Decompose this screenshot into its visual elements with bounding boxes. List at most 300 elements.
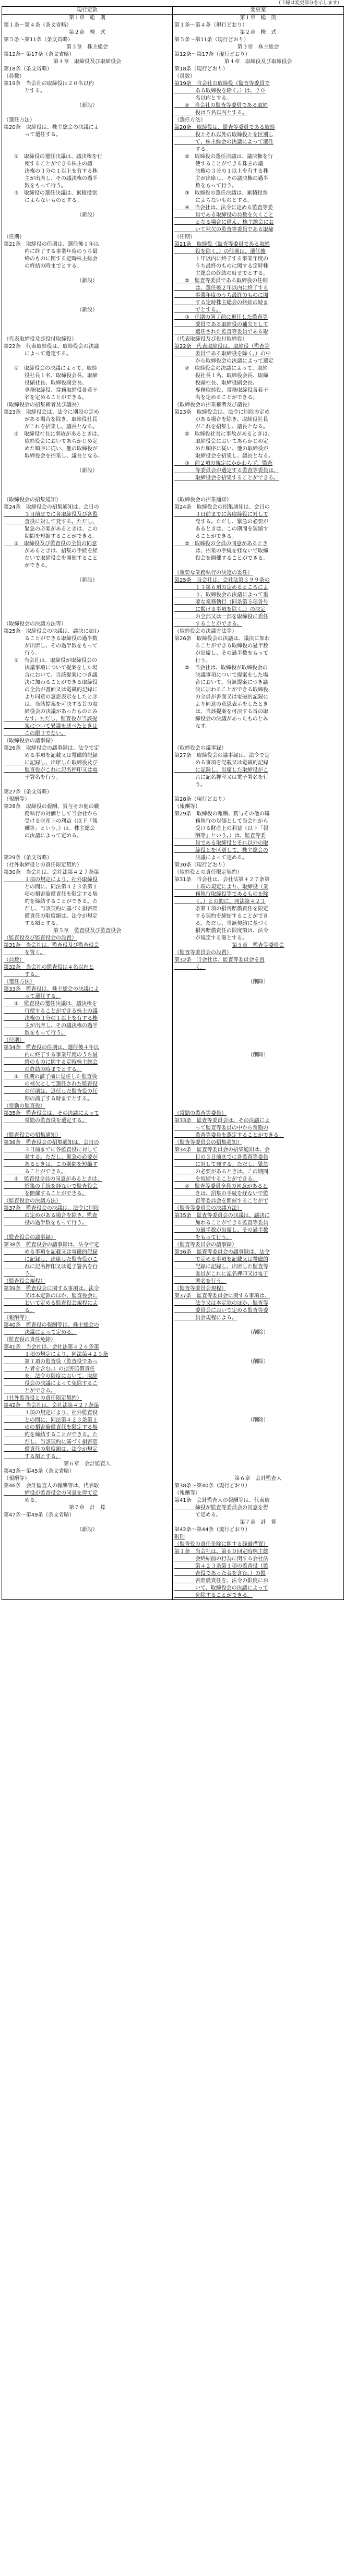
proposed-article-line-text: （選任方法） [174, 117, 206, 123]
current-article-line [4, 876, 171, 884]
current-article-line-text: 第41条 当会社は、会社法第４２６条第 [4, 1344, 99, 1350]
content-row [2, 15, 344, 1600]
proposed-article-line-text: （削除） [247, 1330, 269, 1335]
proposed-article-line [174, 1461, 342, 1468]
proposed-article-line-text: 監査等委員を選定することができる。 [174, 1133, 284, 1138]
current-article-line-text: （監査役会の議事録） [4, 1235, 56, 1241]
current-article-line-text: この限りでない。 [4, 731, 66, 737]
current-article-line-text: ② 監査役の選任決議は、議決権を [4, 1001, 97, 1007]
proposed-article-line-text: （員数） [174, 74, 195, 79]
current-article-line-text: 主が出席し、その議決権の過半 [4, 1023, 98, 1029]
proposed-article-line [174, 1329, 342, 1337]
current-article-line-text: ることができる。 [4, 1169, 66, 1175]
current-article-line [4, 431, 171, 438]
current-article-line-text: ることができる取締役の過半数 [4, 636, 98, 642]
current-article-line-text: （常勤の監査役） [4, 1103, 45, 1109]
proposed-article-line [174, 898, 342, 906]
current-article-line [4, 818, 171, 825]
current-article-line [4, 168, 171, 175]
current-article-line [4, 1534, 171, 1541]
current-article-line [4, 526, 171, 533]
current-article-line [4, 1103, 171, 1110]
proposed-article-line [174, 153, 342, 161]
proposed-article-line [174, 1519, 342, 1526]
proposed-article-line [174, 1139, 342, 1147]
current-article-line [4, 329, 171, 336]
current-article-line [4, 665, 171, 672]
current-article-line [4, 365, 171, 372]
proposed-article-line-text: ることができる。 [174, 534, 237, 539]
proposed-article-line-text: がある場合を除き、取締役社長 [174, 417, 268, 423]
proposed-article-line [174, 1008, 342, 1015]
proposed-article-line-text: を短縮することができる。 [174, 1176, 258, 1182]
proposed-article-line [174, 862, 342, 869]
current-article-line-text: 第43条～第45条（条文省略） [4, 1468, 75, 1474]
proposed-article-line-text: は、招集の手続を経ないで取締 [174, 548, 268, 554]
proposed-article-line-text: でとする。 [174, 307, 221, 313]
current-article-line-text: より同意の意思表示をしたとき [4, 694, 98, 700]
current-article-line-text: が出席し、その過半数をもって [4, 643, 98, 649]
current-article-line-text: 第32条 当会社の監査役は４名以内と [4, 965, 94, 970]
proposed-article-line [174, 460, 342, 467]
current-article-line [4, 489, 171, 497]
current-article-line-text: する額とする。 [4, 1454, 61, 1460]
proposed-article-line [174, 1256, 342, 1263]
proposed-article-line-text: の全員が書面又は電磁的記録に [174, 694, 268, 700]
proposed-article-line [174, 1066, 342, 1074]
current-article-line [4, 409, 171, 416]
proposed-article-line [174, 416, 342, 424]
current-article-line [4, 1183, 171, 1190]
proposed-article-line [174, 424, 342, 431]
current-article-line [4, 1052, 171, 1059]
current-article-line-text: 第37条 監査役会の決議は、法令に別段 [4, 1206, 99, 1211]
proposed-article-line [174, 803, 342, 811]
current-article-line [4, 314, 171, 321]
current-article-line [4, 453, 171, 460]
proposed-article-line [174, 884, 342, 891]
proposed-article-line-text: （監査等委員会の議事録） [174, 1242, 237, 1248]
proposed-article-line [174, 336, 342, 343]
proposed-article-line [174, 1490, 342, 1497]
proposed-article-line [174, 285, 342, 292]
current-article-line [4, 438, 171, 446]
current-article-line-text: １項の規定により、社外取締役 [4, 877, 98, 883]
proposed-article-line [174, 599, 342, 606]
proposed-article-line [174, 1307, 342, 1315]
proposed-article-line-text: をもって行う。 [174, 1235, 232, 1241]
proposed-article-line [174, 1220, 342, 1227]
current-article-line-text: める。 [4, 1498, 40, 1503]
current-article-line-text: 終のものに関する定時株主総会 [4, 256, 98, 262]
current-article-line [4, 789, 171, 796]
proposed-article-line [174, 1081, 342, 1088]
proposed-article-line [174, 453, 342, 460]
current-article-line [4, 949, 171, 957]
current-article-line [4, 117, 171, 124]
proposed-article-line-text: 第３章 株主総会 [237, 44, 279, 50]
proposed-article-line [174, 80, 342, 88]
current-article-line [4, 1205, 171, 1212]
proposed-article-line-text: 決議によって定める。 [174, 855, 247, 861]
current-article-line [4, 708, 171, 716]
current-article-line-text: （取締役会の議事録） [4, 738, 56, 744]
current-article-line [4, 1154, 171, 1161]
current-article-line-text: （報酬等） [4, 1315, 30, 1321]
proposed-article-line [174, 504, 342, 511]
current-article-line [4, 66, 171, 73]
current-article-line-text: ないで取締役会を開催すること [4, 556, 98, 561]
current-article-line-text: の終結の時までとする。 [4, 263, 82, 269]
proposed-article-line [174, 1154, 342, 1161]
proposed-article-line [174, 1526, 342, 1534]
current-article-line [4, 504, 171, 511]
proposed-article-line-text: 第19条 当会社の取締役（監査等委員で [174, 81, 270, 87]
current-article-line [4, 1453, 171, 1461]
proposed-article-line [174, 621, 342, 628]
proposed-article-line-text: 第18条（現行どおり） [174, 66, 228, 72]
current-article-line [4, 263, 171, 270]
proposed-article-line [174, 1373, 342, 1380]
proposed-article-line [174, 175, 342, 183]
current-article-line [4, 1512, 171, 1519]
current-article-line-text: （任期） [4, 234, 25, 240]
current-article-line-text: によって選定する。 [4, 351, 72, 357]
current-article-line-text: 決権の３分の１以上を有する株 [4, 1016, 98, 1021]
proposed-article-line [174, 1001, 342, 1008]
proposed-article-line-text: 第33条 監査等委員会は、その決議によ [174, 1118, 270, 1124]
proposed-article-line [174, 796, 342, 803]
current-article-line-text: 第28条 取締役の報酬、賞与その他の職 [4, 804, 99, 810]
proposed-article-line [174, 1161, 342, 1169]
current-article-line-text: 第22条 代表取締役は、取締役会の決議 [4, 344, 99, 350]
proposed-article-line-text: 第35条 監査等委員会の決議は、議決に [174, 1213, 270, 1219]
proposed-article-line [174, 95, 342, 102]
current-article-line-text: ３日前までに各取締役及び各監 [4, 512, 98, 517]
proposed-article-line-text: 委員である取締役の補欠として [174, 322, 268, 328]
proposed-article-line [174, 1592, 342, 1599]
proposed-article-line-text: 取締役会を招集することができる。 [174, 475, 279, 481]
proposed-article-line-text: 第26条 取締役会の決議は、議決に加わ [174, 636, 270, 642]
proposed-article-line-text: ③ 前２項の規定にかかわらず、監査 [174, 461, 273, 466]
current-article-line [4, 650, 171, 657]
current-article-line [4, 862, 171, 869]
current-article-line [4, 716, 171, 723]
current-articles-column [2, 15, 173, 1600]
proposed-article-line [174, 117, 342, 124]
current-article-line-text: があるときは、招集の手続を経 [4, 548, 98, 554]
proposed-article-line [174, 387, 342, 394]
proposed-article-line [174, 1585, 342, 1592]
current-article-line [4, 1337, 171, 1344]
proposed-article-line-text: 会終結前の行為に関する会社法 [174, 1556, 268, 1562]
proposed-article-line [174, 679, 342, 687]
current-article-line [4, 1066, 171, 1074]
current-article-line [4, 825, 171, 833]
proposed-article-line [174, 1132, 342, 1139]
current-article-line-text: 第42条 当会社は、会社法第４２７条第 [4, 1403, 99, 1409]
proposed-article-line-text: （常勤の監査等委員） [174, 1111, 227, 1116]
current-article-line-text: ② 監査役全員の同意があるときは、 [4, 1176, 102, 1182]
proposed-article-line [174, 29, 342, 37]
proposed-article-line [174, 292, 342, 299]
current-article-line [4, 1132, 171, 1139]
proposed-article-line-text: 第５条～第11条（現行どおり） [174, 37, 249, 43]
proposed-article-line [174, 964, 342, 971]
proposed-article-line [174, 270, 342, 278]
current-article-line-text: 務執行の対価として当会社から [4, 811, 98, 817]
current-article-line-text: 第４章 取締役及び取締役会 [53, 59, 121, 65]
proposed-article-line [174, 672, 342, 679]
current-article-line [4, 29, 171, 37]
proposed-article-line-text: 条第１項の損害賠償責任を限定 [174, 906, 268, 912]
current-article-line-text: 内に終了する事業年度のうち最 [4, 1052, 98, 1058]
proposed-article-line-text: に対して発する。ただし、緊急 [174, 1162, 268, 1167]
current-article-line-text: 第46条 会計監査人の報酬等は、代表取 [4, 1483, 99, 1489]
proposed-article-line [174, 212, 342, 219]
current-article-line [4, 1190, 171, 1198]
current-article-line [4, 738, 171, 745]
current-article-line-text: 第47条～第49条（条文省略） [4, 1512, 75, 1518]
current-article-line [4, 139, 171, 146]
proposed-article-line-text: 害賠償責任を、法令の限度にお [174, 1578, 268, 1584]
proposed-article-line-text: 第38条～第40条（現行どおり） [174, 1483, 251, 1489]
proposed-article-line [174, 467, 342, 475]
current-article-line-text: の任期は、退任した監査役の任 [4, 1089, 98, 1094]
proposed-article-line-text: ④ 当会社は、法令に定める監査等委 [174, 205, 273, 211]
proposed-article-line [174, 628, 342, 635]
proposed-article-line [174, 1395, 342, 1402]
proposed-article-line [174, 811, 342, 818]
proposed-article-line [174, 1417, 342, 1424]
current-article-line [4, 51, 171, 58]
proposed-article-line [174, 15, 342, 22]
proposed-article-line-text: 締役とを区別して、株主総会の [174, 848, 268, 853]
current-article-line [4, 372, 171, 380]
current-article-line-text: 取締役会を招集し、議長となる。 [4, 453, 103, 459]
proposed-article-line [174, 1147, 342, 1154]
proposed-article-line [174, 854, 342, 862]
proposed-article-line-text: う。 [174, 782, 206, 788]
proposed-article-line-text: ② 取締役の全員の同意があるとき [174, 541, 268, 547]
current-article-line [4, 248, 171, 256]
current-article-line-text: 第23条 取締役会は、法令に別段の定め [4, 410, 99, 415]
current-article-line [4, 1570, 171, 1578]
current-article-line [4, 234, 171, 241]
proposed-article-line-text: （削除） [247, 1359, 269, 1365]
proposed-article-line-text: 第12条～第17条（現行どおり） [174, 52, 251, 57]
header-row [2, 7, 344, 15]
proposed-article-line-text: する契約を締結することができ [174, 913, 268, 919]
current-article-line-text: 行使することができる株主の議 [4, 1008, 98, 1014]
proposed-article-line-text: れに記名押印又は電子署名を行 [174, 775, 268, 780]
proposed-article-line-text: 第１条～第４条（現行どおり） [174, 22, 247, 28]
current-article-line [4, 621, 171, 628]
proposed-article-line [174, 1578, 342, 1585]
current-article-line-text: 第33条 監査役は、株主総会の決議によ [4, 986, 99, 992]
proposed-article-line [174, 1030, 342, 1037]
current-article-line-text: 第１項の監査役（監査役であっ [4, 1359, 98, 1365]
proposed-article-line-text: 加わることができる監査等委員 [174, 1220, 268, 1226]
current-article-line-text: 緊急の必要があるときは、この [4, 526, 98, 532]
proposed-article-line-text: る。ただし、当該契約に基づく [174, 921, 268, 926]
current-article-line [4, 584, 171, 592]
proposed-article-line-text: 発する。ただし、緊急の必要が [174, 519, 268, 525]
current-article-line-text: 第６章 会計監査人 [64, 1461, 111, 1467]
proposed-article-line [174, 592, 342, 599]
current-article-line [4, 1271, 171, 1278]
proposed-article-line-text: ② 取締役会の決議によって、取締 [174, 366, 268, 371]
proposed-article-line [174, 358, 342, 365]
proposed-article-line-text: 委員である取締役を除く。）の中 [174, 351, 271, 357]
current-article-line-text: れに記名押印又は電子署名を行 [4, 1264, 98, 1270]
current-article-line [4, 540, 171, 548]
proposed-article-line [174, 110, 342, 117]
current-article-line-text: （員数） [4, 957, 25, 963]
proposed-article-line-text: （監査等委員会の設置） [174, 950, 232, 956]
proposed-article-line [174, 475, 342, 482]
proposed-article-line-text: （削除） [247, 979, 269, 985]
proposed-article-line-text: 使することができる株主の議 [174, 161, 263, 167]
current-article-line [4, 1402, 171, 1410]
proposed-article-line-text: きは、招集の手続を経ないで監 [174, 1191, 268, 1197]
current-article-line-text: 役社長１名、取締役会長、取締 [4, 373, 98, 379]
current-article-line-text: 第39条 監査役会に関する事項は、法令 [4, 1286, 99, 1292]
current-article-line [4, 760, 171, 767]
current-article-line-text: に記録し、出席した監査役がこ [4, 1257, 98, 1262]
proposed-article-line-text: 第37条 監査等委員会に関する事項は、 [174, 1293, 270, 1299]
proposed-article-line-text: 第41条 会計監査人の報酬等は、代表取 [174, 1498, 270, 1503]
current-article-line [4, 102, 171, 110]
proposed-article-line [174, 825, 342, 833]
current-article-line-text: 第35条 監査役会は、その決議によって [4, 1111, 99, 1116]
current-article-line [4, 906, 171, 913]
current-article-line [4, 1008, 171, 1015]
current-article-line-text: に記録し、出席した取締役及び [4, 760, 98, 766]
current-article-line [4, 153, 171, 161]
proposed-article-line-text: （監査等委員会規程） [174, 1286, 227, 1292]
current-article-line [4, 723, 171, 730]
proposed-article-line-text: 第31条 当会社は、会社法第４２７条第 [174, 877, 270, 883]
current-article-line-text: める事項を記載又は電磁的記録 [4, 1249, 98, 1255]
proposed-article-line [174, 1183, 342, 1190]
proposed-article-line-text: 務執行の対価として当会社から [174, 818, 268, 824]
current-article-line [4, 964, 171, 971]
current-article-line [4, 993, 171, 1001]
proposed-article-line-text: ３日前までに各取締役に対して [174, 512, 268, 517]
proposed-article-line [174, 891, 342, 898]
current-article-line [4, 913, 171, 920]
proposed-article-line-text: （報酬等） [174, 1490, 200, 1496]
current-article-line [4, 394, 171, 402]
current-article-line [4, 935, 171, 942]
proposed-article-line [174, 876, 342, 884]
current-article-line [4, 1234, 171, 1242]
proposed-article-line-text: （任期） [174, 234, 195, 240]
current-article-line [4, 1037, 171, 1044]
proposed-article-line-text: 務執行取締役等であるものを除 [174, 892, 268, 897]
proposed-article-line-text: 決権の３分の１以上を有する株 [174, 168, 268, 174]
proposed-article-line-text: 選任された監査等委員である取 [174, 329, 268, 335]
proposed-article-line-text: 第23条 取締役会は、法令に別段の定め [174, 410, 270, 415]
current-article-line [4, 1439, 171, 1446]
current-article-line [4, 570, 171, 577]
current-article-line-text: ② 当会社は、取締役が取締役会の [4, 658, 97, 664]
current-article-line [4, 1088, 171, 1096]
current-article-line [4, 767, 171, 774]
proposed-article-line-text: 決議事項について提案をした場 [174, 672, 268, 678]
current-article-line [4, 387, 171, 394]
current-article-line-text: 第18条（条文省略） [4, 66, 52, 72]
proposed-article-line-text: 第34条 監査等委員会の招集通知は、会 [174, 1147, 270, 1153]
proposed-article-line [174, 1475, 342, 1483]
current-article-line-text: 第40条 監査役の報酬等は、株主総会の [4, 1322, 99, 1328]
current-article-line-text: 役の過半数をもって行う。 [4, 1220, 87, 1226]
proposed-article-line-text: 委員がこれに記名押印又は電子 [174, 1271, 268, 1277]
current-article-line-text: る。 [4, 1308, 35, 1314]
proposed-article-line [174, 1366, 342, 1373]
proposed-article-line [174, 139, 342, 146]
current-article-line-text: （社外取締役との責任限定契約） [4, 862, 82, 868]
current-article-line-text: （監査役会の招集通知） [4, 1133, 61, 1138]
current-article-line [4, 292, 171, 299]
current-article-line [4, 796, 171, 803]
current-article-line-text: （取締役会の決議方法等） [4, 621, 66, 627]
current-article-line [4, 833, 171, 840]
current-article-line-text: （監査役会の決議方法） [4, 1198, 61, 1204]
current-article-line [4, 278, 171, 285]
current-article-line-text: １項の規定により、同法第４２３条 [4, 1352, 108, 1357]
current-article-line [4, 1519, 171, 1526]
current-article-line [4, 1242, 171, 1249]
current-article-line [4, 562, 171, 570]
proposed-article-line [174, 489, 342, 497]
current-article-line [4, 15, 171, 22]
proposed-article-line [174, 818, 342, 825]
proposed-article-line [174, 1483, 342, 1490]
current-article-line-text: （報酬等） [4, 797, 30, 802]
proposed-article-line-text: く。）との間に、同法第４２３ [174, 899, 266, 905]
proposed-article-line [174, 613, 342, 621]
proposed-article-line-text: （取締役会の議事録） [174, 745, 227, 751]
proposed-article-line-text: 第21条 取締役（監査等委員である取締 [174, 242, 270, 247]
current-article-line-text: 決権の３分の１以上を有する株 [4, 168, 98, 174]
proposed-article-line [174, 1234, 342, 1242]
current-article-line-text: 取締役会においてあらかじめ定 [4, 439, 98, 444]
current-article-line [4, 1548, 171, 1556]
current-article-line [4, 497, 171, 504]
current-article-line-text: 役会の決議によって免除するこ [4, 1381, 98, 1387]
current-article-line [4, 226, 171, 234]
current-article-line-text: 第１章 総 則 [69, 15, 105, 21]
current-article-line-text: （員数） [4, 74, 25, 79]
current-article-line [4, 548, 171, 555]
proposed-article-line-text: り、取締役会の決議によって重 [174, 592, 268, 598]
proposed-article-line-text: 役は５名以内とする。 [174, 110, 247, 116]
current-article-line [4, 22, 171, 29]
proposed-article-line [174, 730, 342, 738]
current-article-line [4, 190, 171, 197]
proposed-article-line [174, 935, 342, 942]
proposed-article-line-text: いて補欠の監査等委員である取締 [174, 227, 273, 233]
current-article-line-text: （新設） [77, 212, 98, 218]
current-article-line [4, 1015, 171, 1022]
proposed-article-line [174, 219, 342, 226]
proposed-article-line-text: 名以内とする。 [174, 95, 232, 101]
current-article-line [4, 920, 171, 928]
proposed-article-line [174, 1293, 342, 1300]
current-article-line-text: 終のものに関する定時株主総会 [4, 1060, 98, 1065]
